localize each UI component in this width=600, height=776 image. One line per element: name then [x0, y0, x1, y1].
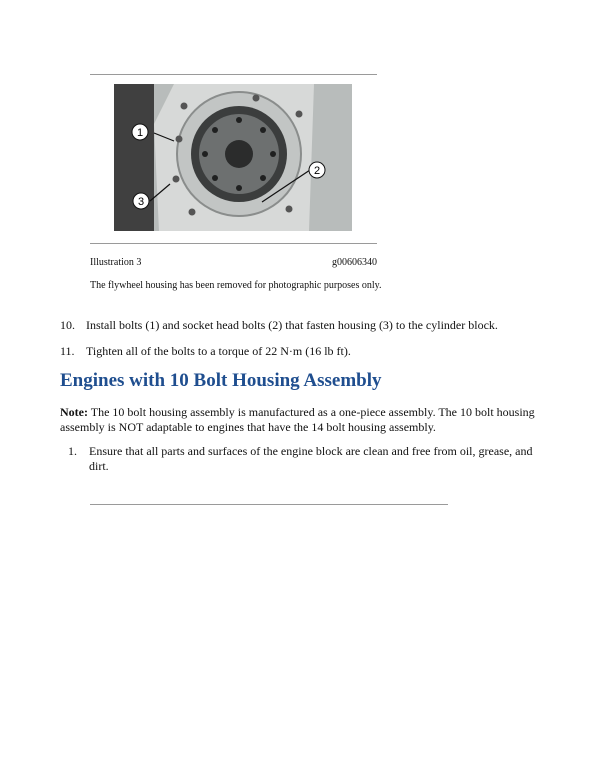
- svg-text:2: 2: [313, 165, 321, 177]
- svg-text:1: 1: [136, 127, 144, 139]
- note-paragraph: [60, 405, 540, 435]
- callout-3: [133, 193, 149, 209]
- step-number: 10.: [60, 318, 75, 332]
- svg-text:3: 3: [137, 196, 145, 208]
- section-bottom-rule: [90, 504, 448, 505]
- step-text: Ensure that all parts and surfaces of the engine block are clean and free from oil, grease, and dirt.: [89, 444, 533, 473]
- callout-1: [132, 124, 148, 140]
- illustration-label: Illustration 3: [90, 257, 142, 268]
- step-text: Install bolts (1) and socket head bolts (2) that fasten housing (3) to the cylinder block.: [86, 318, 498, 332]
- note-label: Note:: [60, 405, 88, 419]
- note-text: The 10 bolt housing assembly is manufactured as a one-piece assembly. The 10 bolt housing assembly is NOT adaptable to engines that have the 14 bolt housing assembly.: [60, 405, 535, 434]
- flywheel-housing-photo: [114, 84, 352, 231]
- figure-description: The flywheel housing has been removed for photographic purposes only.: [90, 280, 382, 291]
- image-code: g00606340: [332, 257, 377, 268]
- step-1: [68, 444, 538, 474]
- callout-2: [309, 162, 325, 178]
- step-text: Tighten all of the bolts to a torque of 22 N·m (16 lb ft).: [86, 344, 351, 358]
- section-heading: Engines with 10 Bolt Housing Assembly: [60, 370, 382, 391]
- figure-top-rule: [90, 74, 377, 75]
- step-number: 11.: [60, 344, 75, 358]
- step-10: [60, 318, 498, 333]
- step-11: [60, 344, 351, 359]
- figure-bottom-rule: [90, 243, 377, 244]
- photo-drawing: [114, 84, 352, 231]
- step-number: 1.: [68, 444, 77, 458]
